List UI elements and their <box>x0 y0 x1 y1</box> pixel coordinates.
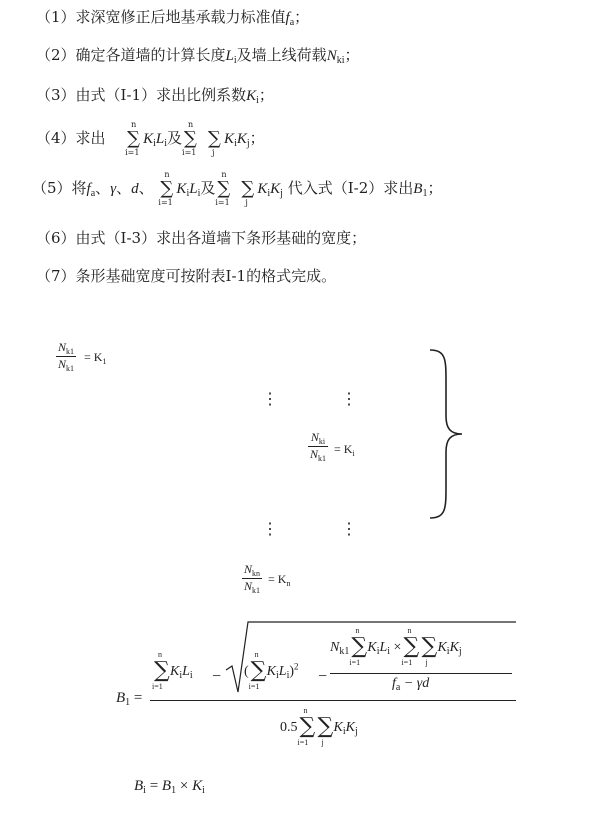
inner-denominator: $f_a - \gamma d$ <box>392 676 430 693</box>
step-4: （4）求出 n ∑ i=1 $K_iL_i$及 n ∑ i=1 ∑ j $K_iK_j$； <box>36 120 265 157</box>
sum-symbol: n ∑ i=1 <box>158 170 174 207</box>
sum-symbol: ∑ j <box>208 128 221 157</box>
inner-numerator: $N_{k1}$ n ∑ i=1 $K_iL_i$ × n ∑ i=1 ∑ j $K_iK_j$ <box>330 626 462 667</box>
right-brace <box>424 346 468 522</box>
ratio-k1-rhs: = $K_1$ <box>84 350 107 366</box>
ratio-ki: $N_{ki}$ $N_{k1}$ <box>310 430 327 463</box>
numerator-first-term: n ∑ i=1 $K_iL_i$ <box>152 650 193 691</box>
step-1: （1）求深宽修正后地基承载力标准值$f_a$； <box>36 8 310 28</box>
inner-fraction-bar <box>330 673 512 674</box>
main-denominator: 0.5 n ∑ i=1 ∑ j $K_iK_j$ <box>280 706 358 747</box>
step-7: （7）条形基础宽度可按附表I-1的格式完成。 <box>36 267 337 285</box>
step-6: （6）由式（I-3）求出各道墙下条形基础的宽度； <box>36 229 367 247</box>
ratio-kn: $N_{kn}$ $N_{k1}$ <box>244 562 261 595</box>
sum-symbol: n ∑ i=1 <box>215 170 231 207</box>
vdots: ⋮ <box>341 519 357 538</box>
step-2: （2）确定各道墙的计算长度$L_i$及墙上线荷载$N_{ki}$； <box>36 46 360 66</box>
b1-lhs: $B_1$ = <box>116 690 143 708</box>
formula-bi: $B_i = B_1 \times K_i$ <box>134 778 205 796</box>
ratio-ki-rhs: = $K_i$ <box>334 442 355 458</box>
ratio-kn-rhs: = $K_n$ <box>268 572 291 588</box>
step-5: （5）将$f_a$、γ、d、 n ∑ i=1 $K_iL_i$及 n ∑ i=1 ∑ j $K_iK_j$ 代入式（I-2）求出$B_1$； <box>32 170 443 207</box>
sum-symbol: n ∑ i=1 <box>182 120 197 157</box>
squared-term: ( n ∑ i=1 $K_iL_i)^2$ <box>244 650 299 691</box>
vdots: ⋮ <box>262 519 278 538</box>
sum-symbol: n ∑ i=1 <box>125 120 140 157</box>
minus-sign: − <box>212 668 222 685</box>
sum-symbol: ∑ j <box>241 178 255 207</box>
vdots: ⋮ <box>262 389 278 408</box>
main-fraction-bar <box>150 700 516 701</box>
step-3: （3）由式（I-1）求出比例系数$K_i$； <box>36 86 274 106</box>
minus-sign: − <box>318 668 328 685</box>
ratio-k1: $N_{k1}$ $N_{k1}$ <box>58 340 75 373</box>
vdots: ⋮ <box>341 389 357 408</box>
